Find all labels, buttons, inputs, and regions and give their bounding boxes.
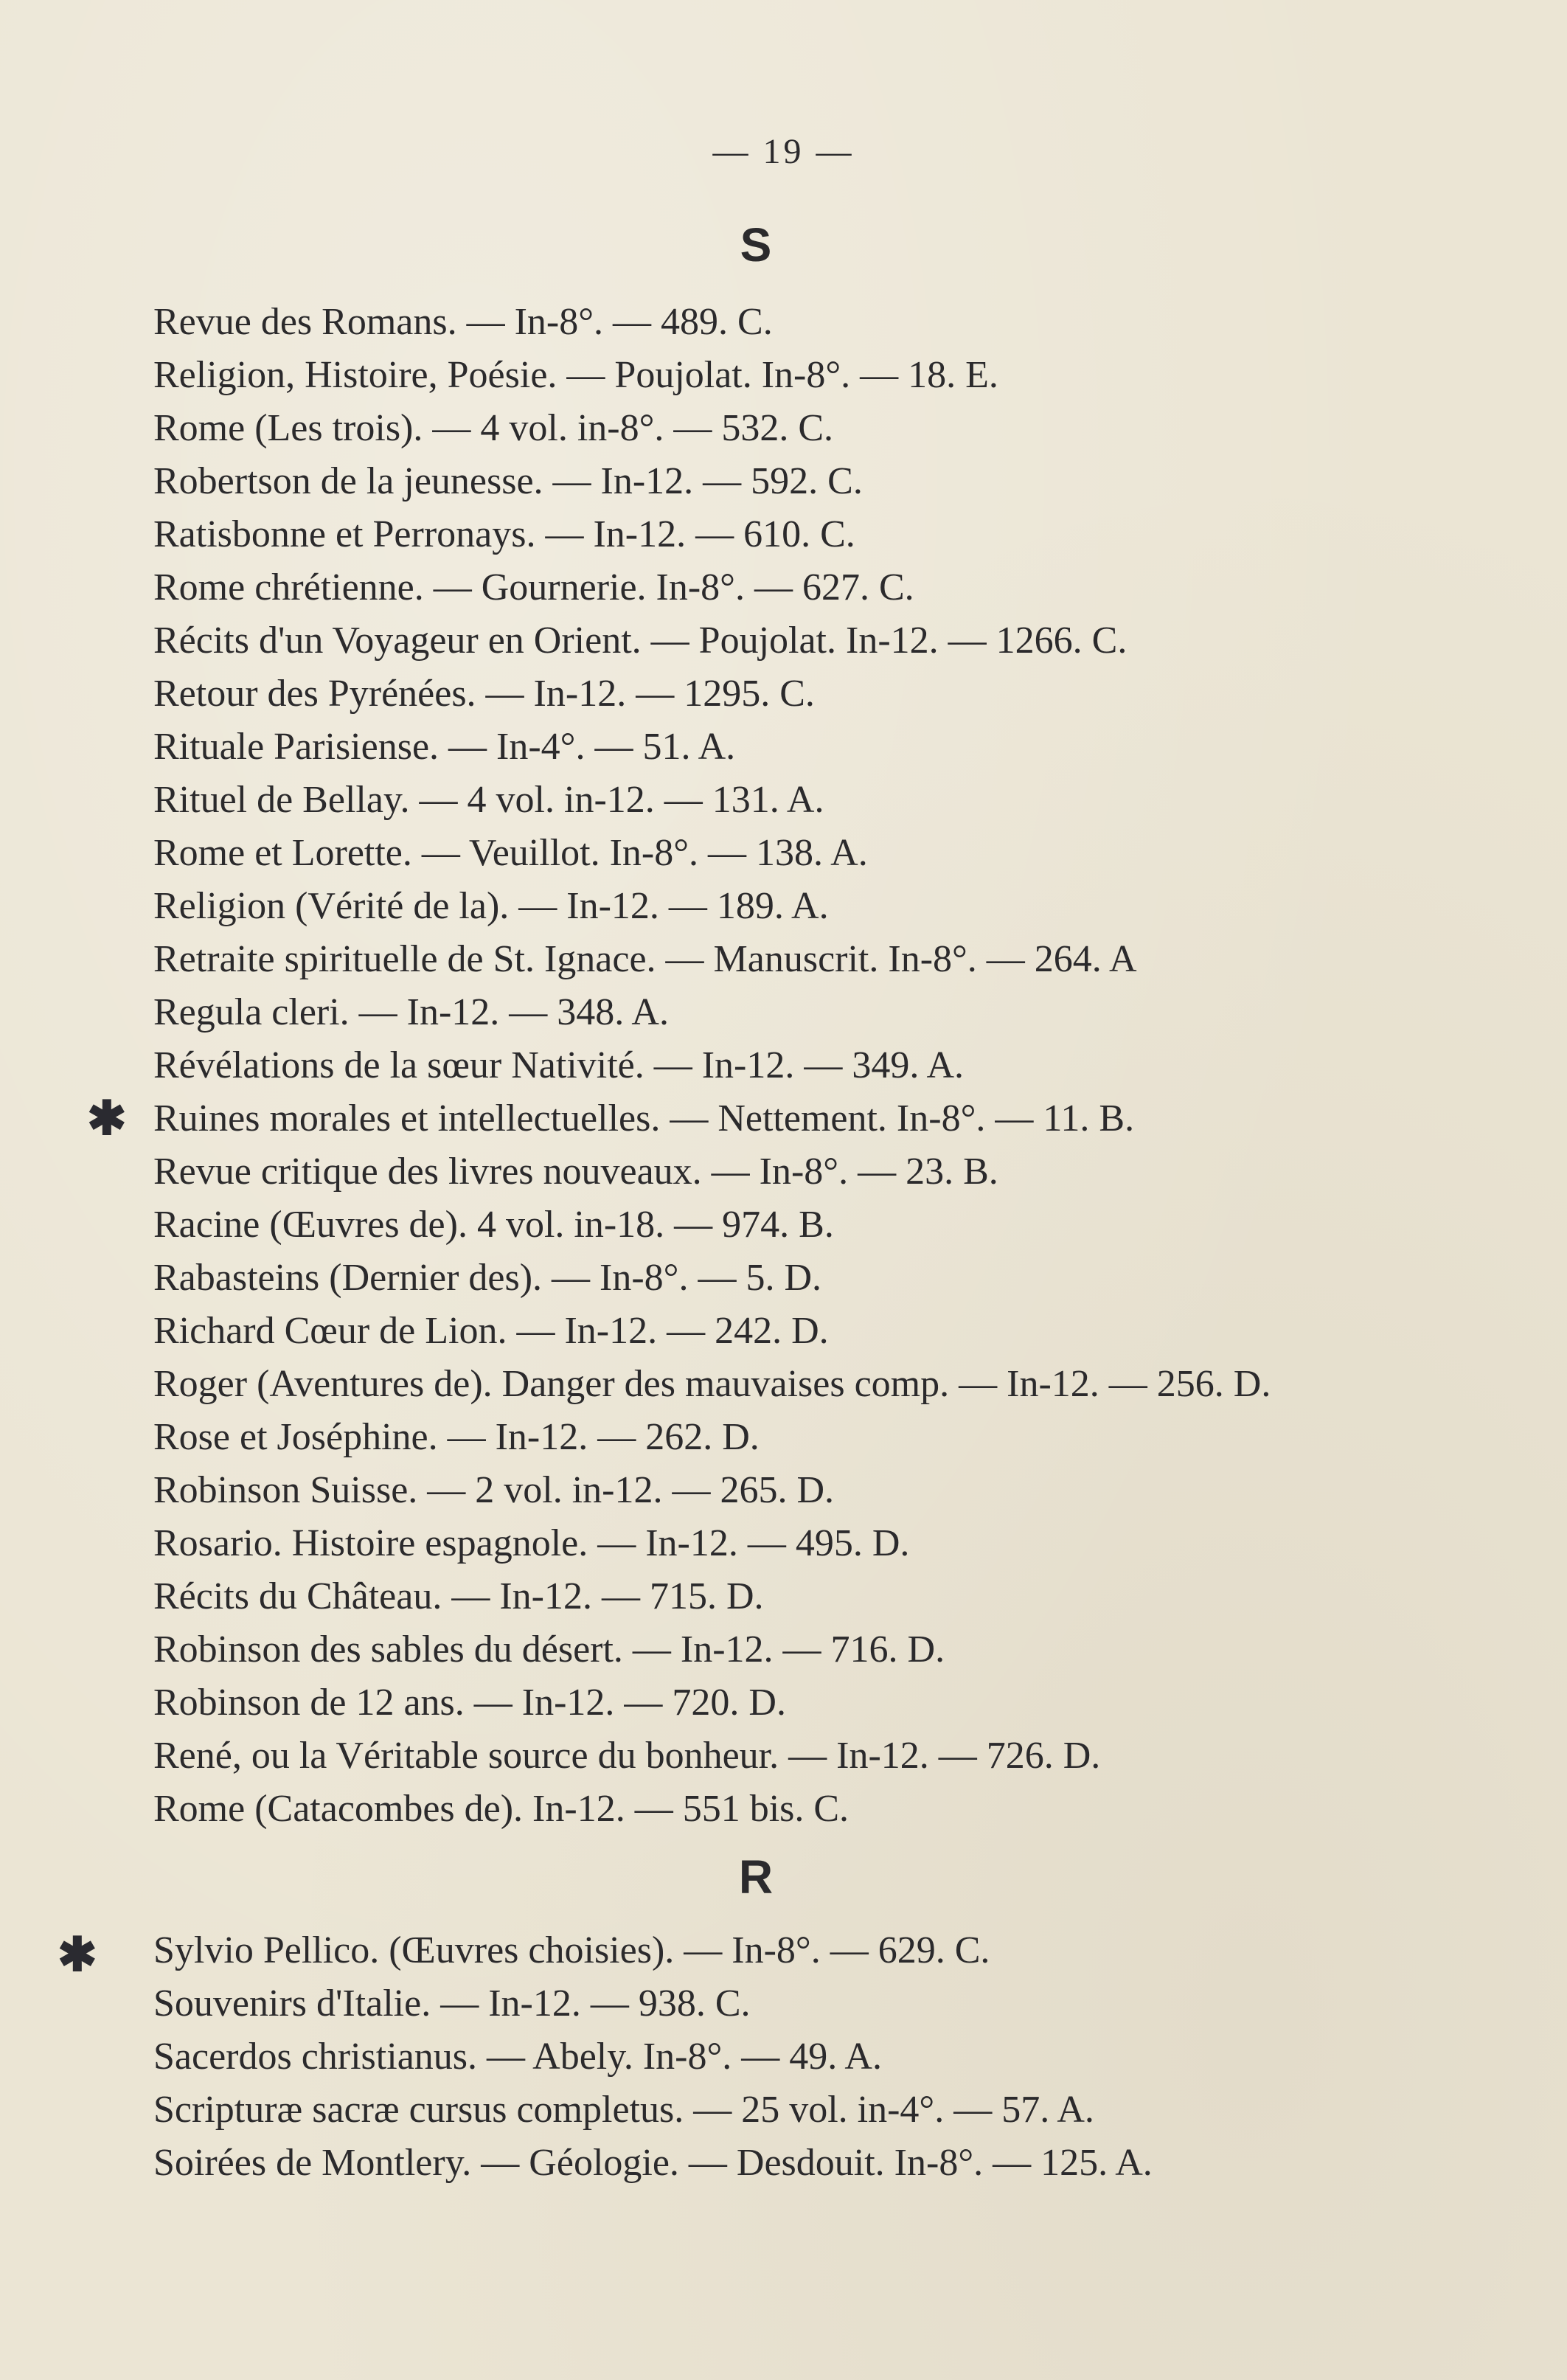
catalog-entry — [153, 933, 1525, 986]
entry-text: Récits d'un Voyageur en Orient. — Poujolat. In-12. — 1266. C. — [153, 620, 1128, 662]
catalog-entry — [153, 1145, 1525, 1198]
section-heading: S — [740, 218, 772, 271]
catalog-entry — [153, 1358, 1525, 1411]
entry-list — [58, 1924, 1525, 2190]
entry-text: Rome chrétienne. — Gournerie. In-8°. — 627. C. — [153, 566, 914, 608]
catalog-entry — [153, 1517, 1525, 1570]
entry-text: Retraite spirituelle de St. Ignace. — Manuscrit. In-8°. — 264. A — [153, 938, 1137, 980]
catalog-entry — [153, 1198, 1525, 1252]
entry-text: Souvenirs d'Italie. — In-12. — 938. C. — [153, 1982, 751, 2025]
entry-text: Révélations de la sœur Nativité. — In-12. — 349. A. — [153, 1044, 965, 1086]
entry-text: Soirées de Montlery. — Géologie. — Desdouit. In-8°. — 125. A. — [153, 2142, 1153, 2184]
entry-text: Ruines morales et intellectuelles. — Nettement. In-8°. — 11. B. — [153, 1097, 1135, 1139]
catalog-entry — [153, 1623, 1525, 1676]
section-heading: R — [738, 1850, 774, 1904]
catalog-entry — [153, 2030, 1525, 2084]
catalog-entry — [153, 827, 1525, 880]
catalog-entry — [153, 1252, 1525, 1305]
catalog-entry — [153, 1570, 1525, 1623]
entry-text: Richard Cœur de Lion. — In-12. — 242. D. — [153, 1310, 829, 1352]
entry-text: Sylvio Pellico. (Œuvres choisies). — In-8°. — 629. C. — [153, 1929, 990, 1971]
catalog-entry — [153, 1783, 1525, 1836]
entry-text: Rabasteins (Dernier des). — In-8°. — 5. D. — [153, 1257, 822, 1299]
catalog-entry — [153, 1464, 1525, 1517]
asterisk-mark-icon: ✱ — [58, 1929, 97, 1981]
entry-text: Robertson de la jeunesse. — In-12. — 592. C. — [153, 460, 863, 502]
catalog-entry — [153, 614, 1525, 667]
entry-text: Regula cleri. — In-12. — 348. A. — [153, 991, 669, 1033]
entry-text: Ratisbonne et Perronays. — In-12. — 610. C. — [153, 513, 855, 555]
catalog-entry — [153, 561, 1525, 614]
entry-text: Religion (Vérité de la). — In-12. — 189. A. — [153, 885, 829, 927]
catalog-entry — [153, 1676, 1525, 1730]
catalog-entry — [153, 349, 1525, 402]
catalog-entry — [153, 1039, 1525, 1092]
entry-text: Retour des Pyrénées. — In-12. — 1295. C. — [153, 673, 815, 715]
entry-text: Rome (Les trois). — 4 vol. in-8°. — 532. C. — [153, 407, 834, 449]
entry-text: Rituale Parisiense. — In-4°. — 51. A. — [153, 726, 736, 768]
catalog-entry — [153, 1411, 1525, 1464]
catalog-entry — [87, 1092, 1525, 1145]
entry-text: Racine (Œuvres de). 4 vol. in-18. — 974. B. — [153, 1204, 834, 1246]
page-number: — 19 — — [712, 132, 855, 171]
catalog-entry — [153, 774, 1525, 827]
entry-text: Revue critique des livres nouveaux. — In-8°. — 23. B. — [153, 1151, 998, 1193]
catalog-entry — [153, 2084, 1525, 2137]
catalog-entry — [58, 1924, 1525, 1981]
catalog-entry — [153, 455, 1525, 508]
entry-text: Rosario. Histoire espagnole. — In-12. — 495. D. — [153, 1522, 910, 1564]
entry-text: Récits du Château. — In-12. — 715. D. — [153, 1575, 764, 1617]
entry-text: Roger (Aventures de). Danger des mauvaises comp. — In-12. — 256. D. — [153, 1363, 1271, 1405]
catalog-entry — [153, 721, 1525, 774]
entry-text: Rome (Catacombes de). In-12. — 551 bis. C. — [153, 1788, 849, 1830]
catalog-entry — [153, 986, 1525, 1039]
catalog-entry — [153, 2137, 1525, 2190]
asterisk-mark-icon: ✱ — [87, 1092, 127, 1145]
catalog-entry — [153, 667, 1525, 721]
catalog-entry — [153, 1305, 1525, 1358]
entry-text: Robinson Suisse. — 2 vol. in-12. — 265. D. — [153, 1469, 835, 1511]
catalog-entry — [153, 1977, 1525, 2030]
catalog-entry — [153, 1730, 1525, 1783]
entry-text: Rituel de Bellay. — 4 vol. in-12. — 131. A. — [153, 779, 824, 821]
entry-text: Rose et Joséphine. — In-12. — 262. D. — [153, 1416, 760, 1458]
catalog-entry — [153, 880, 1525, 933]
entry-text: Revue des Romans. — In-8°. — 489. C. — [153, 301, 773, 343]
entry-list — [87, 296, 1525, 1836]
entry-text: Religion, Histoire, Poésie. — Poujolat. In-8°. — 18. E. — [153, 354, 998, 396]
entry-text: Robinson de 12 ans. — In-12. — 720. D. — [153, 1682, 786, 1724]
entry-text: Robinson des sables du désert. — In-12. — 716. D. — [153, 1628, 945, 1670]
entry-text: Scripturæ sacræ cursus completus. — 25 vol. in-4°. — 57. A. — [153, 2089, 1094, 2131]
entry-text: René, ou la Véritable source du bonheur. — In-12. — 726. D. — [153, 1735, 1101, 1777]
entry-text: Rome et Lorette. — Veuillot. In-8°. — 138. A. — [153, 832, 868, 874]
entry-text: Sacerdos christianus. — Abely. In-8°. — 49. A. — [153, 2036, 882, 2078]
catalog-entry — [153, 402, 1525, 455]
catalog-entry — [153, 296, 1525, 349]
catalog-entry — [153, 508, 1525, 561]
